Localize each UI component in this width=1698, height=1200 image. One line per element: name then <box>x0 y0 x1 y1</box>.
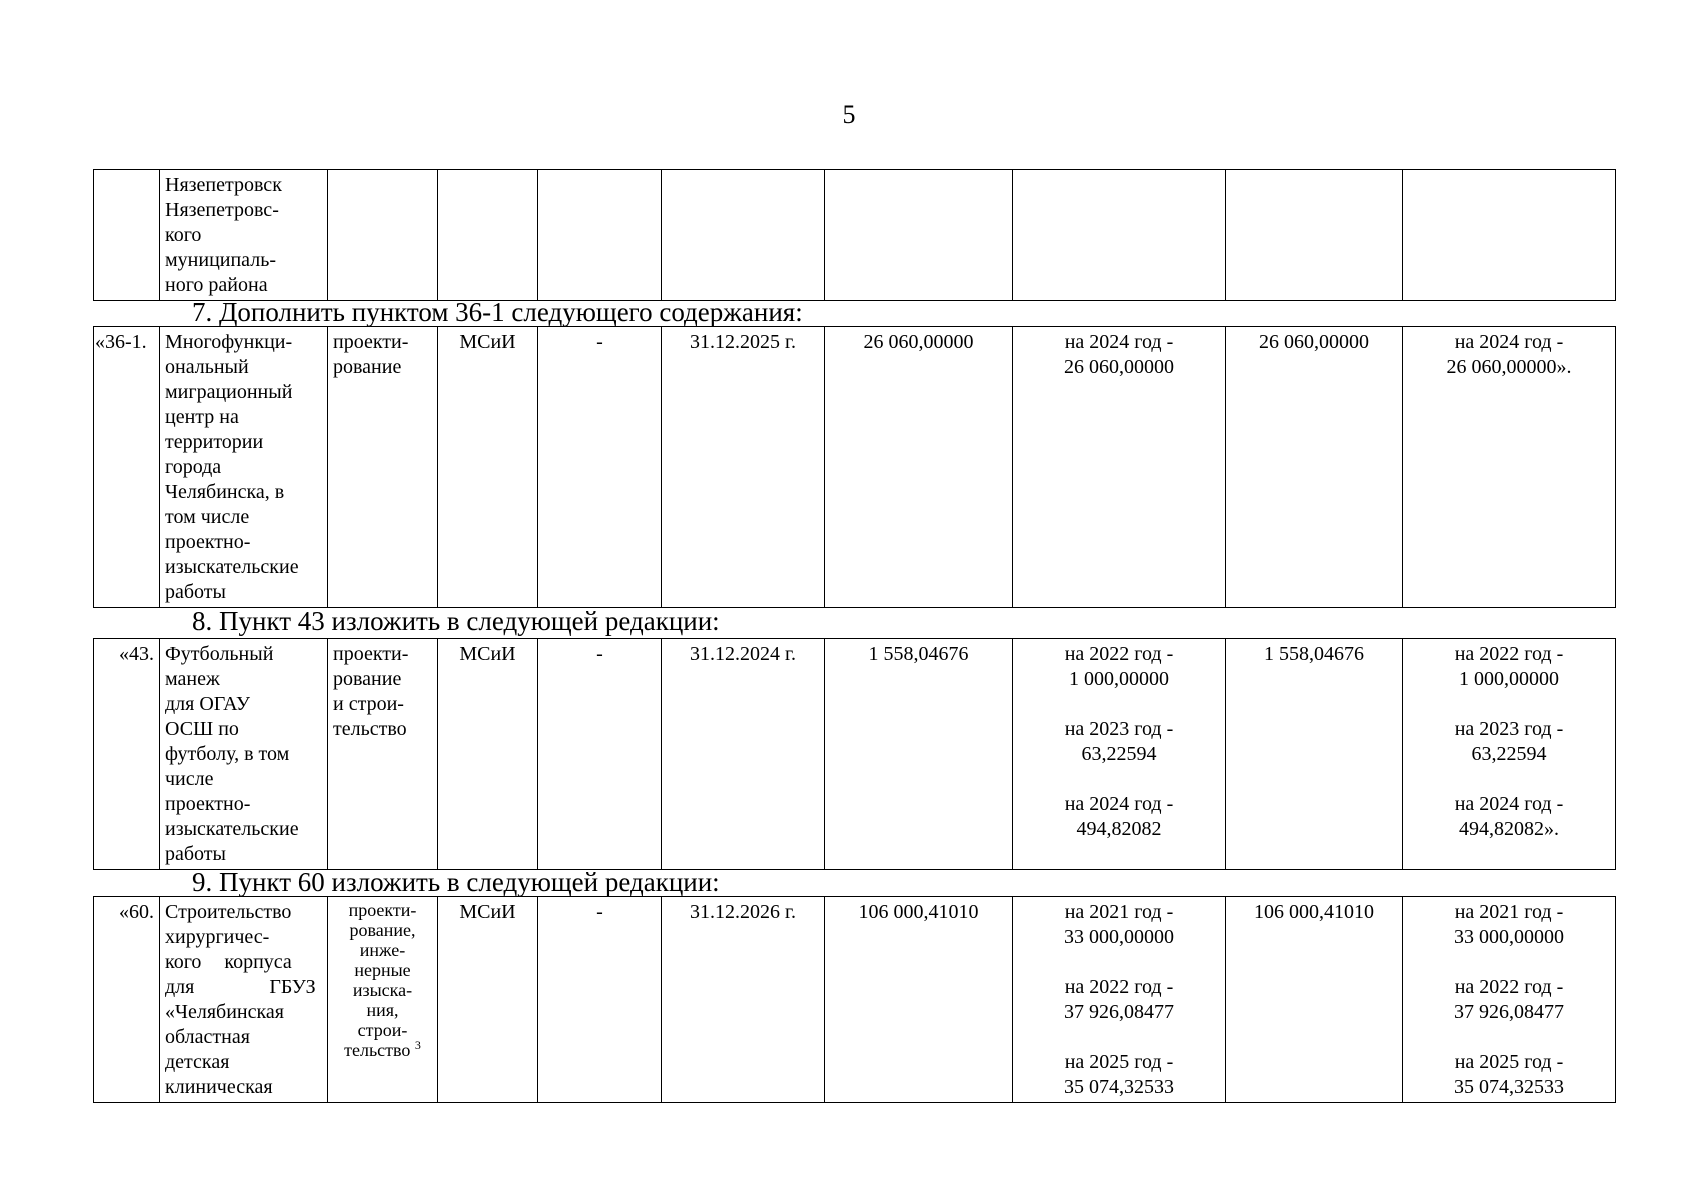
num-cell <box>94 170 160 301</box>
years-cell: на 2022 год - 1 000,00000 на 2023 год - 63,22594 на 2024 год - 494,82082 <box>1013 639 1226 870</box>
dash-cell: - <box>538 897 662 1103</box>
type-cell: проекти- рование <box>328 327 438 608</box>
table-row <box>94 897 1616 1103</box>
name-cell: Строительство хирургичес- кого корпуса для ГБУЗ «Челябинская областная детская клиническая <box>160 897 328 1103</box>
num-cell: «60. <box>94 897 160 1103</box>
cost-cell: 1 558,04676 <box>825 639 1013 870</box>
heading-7: 7. Дополнить пунктом 36-1 следующего содержания: <box>192 297 803 327</box>
footnote-mark: 3 <box>414 1038 421 1052</box>
empty-cell <box>662 170 825 301</box>
type-cell: проекти- рование и строи- тельство <box>328 639 438 870</box>
table-row <box>94 639 1616 870</box>
deadline-cell: 31.12.2024 г. <box>662 639 825 870</box>
dash-cell: - <box>538 327 662 608</box>
num-cell: «43. <box>94 639 160 870</box>
funding-cell: 106 000,41010 <box>1226 897 1403 1103</box>
name-cell: Многофункци- ональный миграционный центр на территории города Челябинска, в том числе проектно- изыскательские работы <box>160 327 328 608</box>
num-cell: «36-1. <box>94 327 160 608</box>
table-row <box>94 170 1616 301</box>
customer-cell: МСиИ <box>438 897 538 1103</box>
cost-cell: 106 000,41010 <box>825 897 1013 1103</box>
heading-8: 8. Пункт 43 изложить в следующей редакции: <box>192 606 720 636</box>
table-60 <box>93 896 1616 1103</box>
customer-cell: МСиИ <box>438 327 538 608</box>
empty-cell <box>438 170 538 301</box>
years-cell: на 2021 год - 33 000,00000 на 2022 год - 37 926,08477 на 2025 год - 35 074,32533 <box>1013 897 1226 1103</box>
years-cell: на 2024 год - 26 060,00000 <box>1013 327 1226 608</box>
years-cell: на 2024 год - 26 060,00000». <box>1403 327 1616 608</box>
customer-cell: МСиИ <box>438 639 538 870</box>
page-number: 5 <box>842 100 856 129</box>
continuation-table <box>93 169 1616 301</box>
cost-cell: 26 060,00000 <box>825 327 1013 608</box>
heading-9: 9. Пункт 60 изложить в следующей редакции: <box>192 867 720 897</box>
type-cell: проекти- рование, инже- нерные изыска- ния, строи- тельство $^3$ <box>328 897 438 1103</box>
empty-cell <box>328 170 438 301</box>
name-cell: Футбольный манеж для ОГАУ ОСШ по футболу, в том числе проектно- изыскательские работы <box>160 639 328 870</box>
empty-cell <box>825 170 1013 301</box>
funding-cell: 1 558,04676 <box>1226 639 1403 870</box>
dash-cell: - <box>538 639 662 870</box>
empty-cell <box>1013 170 1226 301</box>
empty-cell <box>538 170 662 301</box>
table-row <box>94 327 1616 608</box>
empty-cell <box>1226 170 1403 301</box>
funding-cell: 26 060,00000 <box>1226 327 1403 608</box>
deadline-cell: 31.12.2025 г. <box>662 327 825 608</box>
table-43 <box>93 638 1616 870</box>
years-cell: на 2022 год - 1 000,00000 на 2023 год - 63,22594 на 2024 год - 494,82082». <box>1403 639 1616 870</box>
table-36-1 <box>93 326 1616 608</box>
years-cell: на 2021 год - 33 000,00000 на 2022 год - 37 926,08477 на 2025 год - 35 074,32533 <box>1403 897 1616 1103</box>
empty-cell <box>1403 170 1616 301</box>
deadline-cell: 31.12.2026 г. <box>662 897 825 1103</box>
name-cell: Нязепетровск Нязепетровс- кого муниципаль- ного района <box>160 170 328 301</box>
